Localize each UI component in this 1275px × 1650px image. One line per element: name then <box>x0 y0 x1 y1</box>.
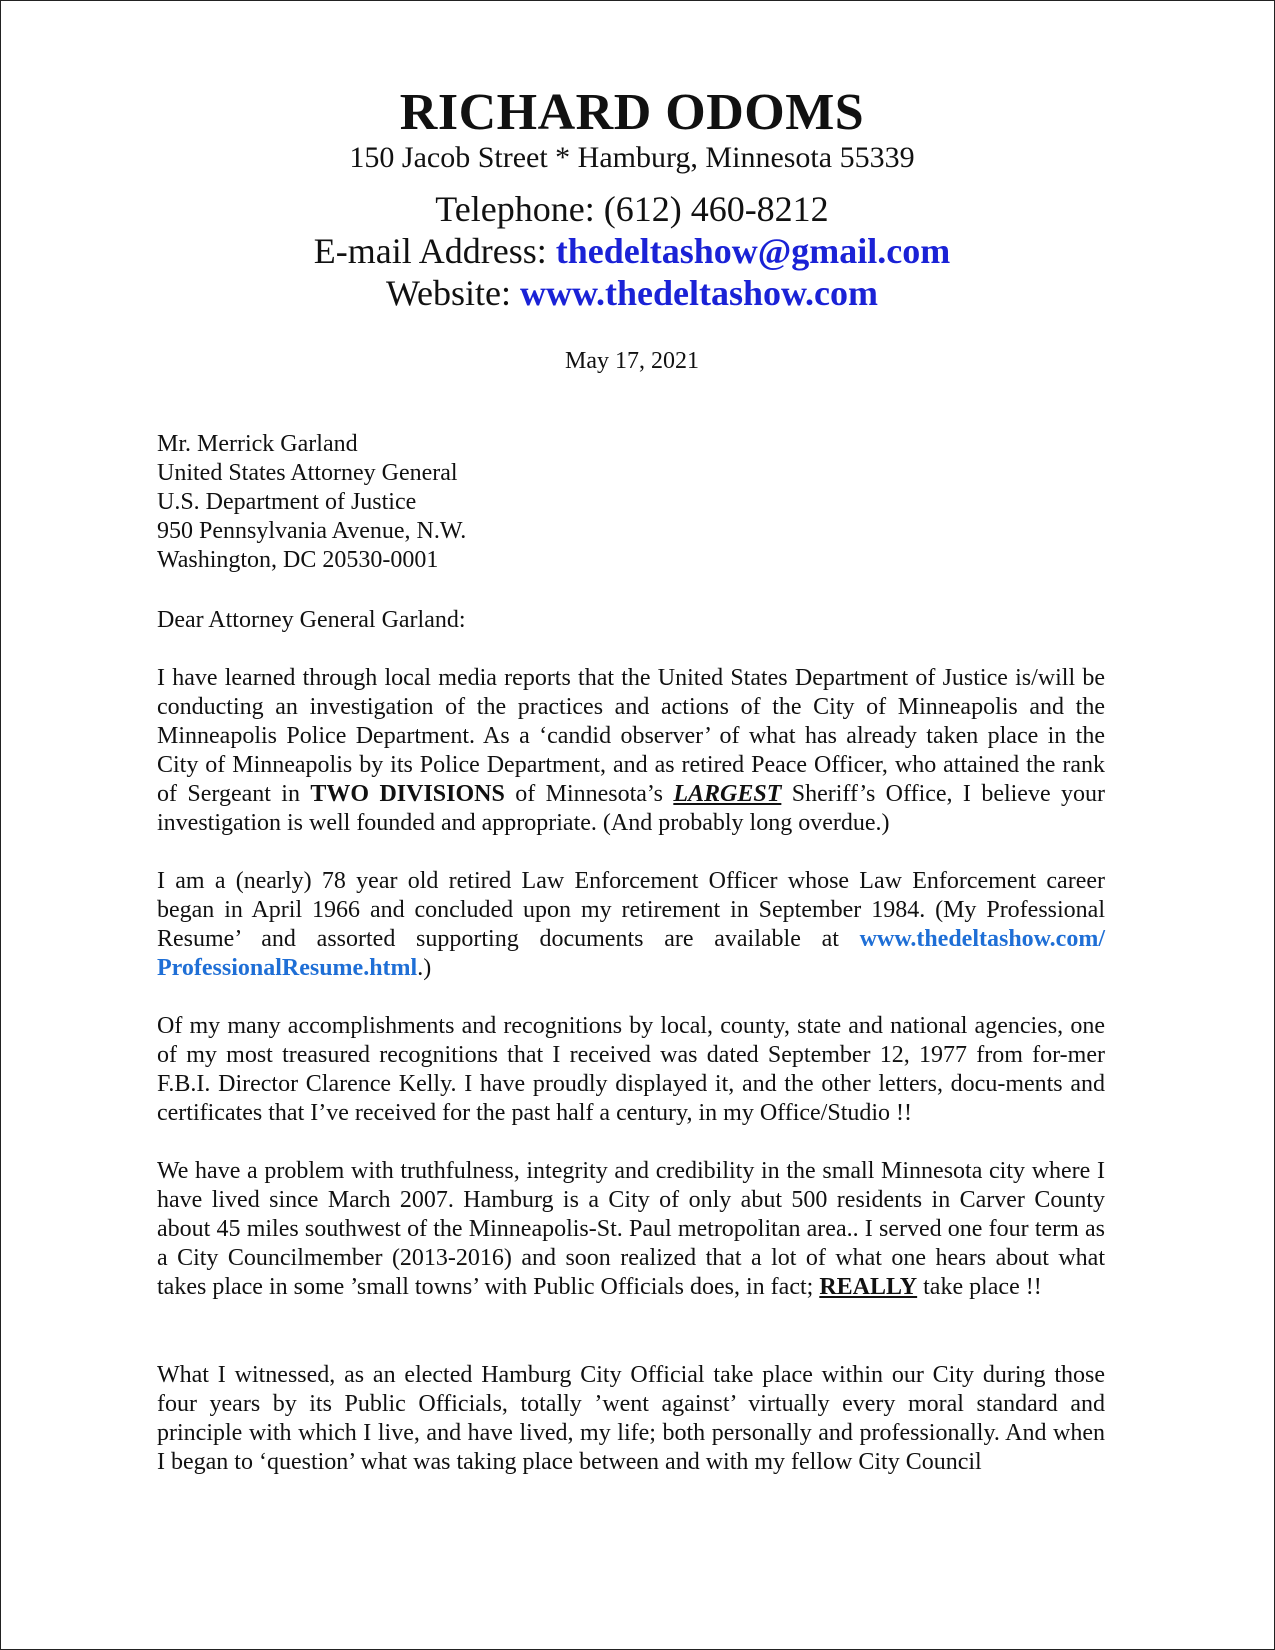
email-label: E-mail Address: <box>313 231 556 271</box>
sender-telephone: Telephone: (612) 460-8212 <box>435 189 829 229</box>
sender-email-line <box>1 229 1263 273</box>
sender-address: 150 Jacob Street * Hamburg, Minnesota 55339 <box>349 141 915 174</box>
recipient-line: United States Attorney General <box>157 460 458 486</box>
sender-website-line <box>1 271 1263 315</box>
paragraph-text: Sheriff’s Office, I believe your investigation is well founded and appropriate. (And probably long overdue.) <box>157 781 1105 836</box>
paragraph-4 <box>157 1157 1105 1302</box>
emphasis-text: LARGEST <box>673 781 782 807</box>
paragraph-text: take place !! <box>917 1274 1042 1300</box>
website-label: Website: <box>385 273 521 313</box>
paragraph-text: .) <box>417 955 432 981</box>
paragraph-1 <box>157 664 1105 838</box>
recipient-address-block <box>157 430 1105 575</box>
emphasis-text: REALLY <box>819 1274 918 1300</box>
emphasis-text: TWO DIVISIONS <box>310 781 505 807</box>
paragraph-2 <box>157 867 1105 983</box>
paragraph-text: I am a (nearly) 78 year old retired Law Enforcement Officer whose Law Enforcement career began in April 1966 and concluded upon my retirement in September 1984. (My Professional Resume’ and assorted supporting documents are available at <box>157 868 1105 952</box>
resume-link[interactable]: www.thedeltashow.com/ ProfessionalResume.html <box>157 926 1105 981</box>
salutation: Dear Attorney General Garland: <box>157 607 466 633</box>
email-link[interactable]: thedeltashow@gmail.com <box>555 231 951 271</box>
recipient-line: U.S. Department of Justice <box>157 489 417 515</box>
sender-name: RICHARD ODOMS <box>399 84 865 141</box>
paragraph-5: What I witnessed, as an elected Hamburg City Official take place within our City during those four years by its Public Officials, totally ’went against’ virtually every moral standard and principle with which I live, and have lived, my life; both personally and professionally. And when I began to ‘question’ what was taking place between and with my fellow City Council <box>157 1362 1105 1475</box>
paragraph-text: I have learned through local media reports that the United States Department of Justice is/will be conducting an investigation of the practices and actions of the City of Minneapolis and the Minneapolis Police Department. As a ‘candid observer’ of what has already taken place in the City of Minneapolis by its Police Department, and as retired Peace Officer, who attained the rank of Sergeant in <box>157 665 1105 807</box>
recipient-line: Washington, DC 20530-0001 <box>157 547 439 573</box>
recipient-line: 950 Pennsylvania Avenue, N.W. <box>157 518 467 544</box>
paragraph-text: of Minnesota’s <box>504 781 674 807</box>
letter-date: May 17, 2021 <box>565 348 699 374</box>
paragraph-3: Of my many accomplishments and recognitions by local, county, state and national agencies, one of my most treasured recognitions that I received was dated September 12, 1977 from for-mer F.B.I. Director Clarence Kelly. I have proudly displayed it, and the other letters, docu-ments and certificates that I’ve received for the past half a century, in my Office/Studio !! <box>157 1013 1105 1126</box>
recipient-line: Mr. Merrick Garland <box>157 431 358 457</box>
website-link[interactable]: www.thedeltashow.com <box>520 273 879 313</box>
paragraph-text: We have a problem with truthfulness, integrity and credibility in the small Minnesota city where I have lived since March 2007. Hamburg is a City of only abut 500 residents in Carver County about 45 miles southwest of the Minneapolis-St. Paul metropolitan area.. I served one four term as a City Councilmember (2013-2016) and soon realized that a lot of what one hears about what takes place in some ’small towns’ with Public Officials does, in fact; <box>157 1158 1105 1300</box>
